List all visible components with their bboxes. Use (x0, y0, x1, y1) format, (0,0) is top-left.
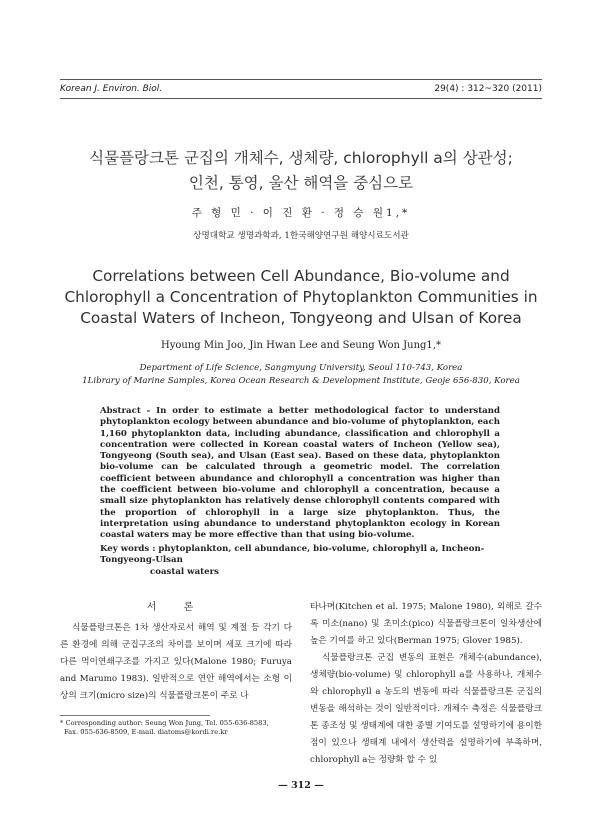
english-title-line3: Coastal Waters of Incheon, Tongyeong and Ulsan of Korea (80, 309, 522, 327)
issue-info: 29(4) : 312~320 (2011) (434, 84, 542, 94)
footnote-divider (60, 715, 210, 716)
korean-title-line1: 식물플랑크톤 군집의 개체수, 생체량, chlorophyll a의 상관성; (89, 149, 513, 167)
affiliation-line2: 1Library of Marine Samples, Korea Ocean Research & Development Institute, Geoje 656-830, Korea (82, 376, 520, 386)
english-title (60, 266, 542, 329)
footnote-line2: Fax. 055-636-8509, E-mail. diatoms@kordi.re.kr (64, 728, 228, 736)
column-right (310, 599, 542, 769)
keywords (100, 544, 500, 578)
body-paragraph: 식물플랑크톤은 1차 생산자로서 해역 및 계절 등 각기 다른 환경에 의해 군집구조의 차이를 보이며 세포 크기에 따라 다른 먹이연쇄구조를 가지고 있다(Malone 1980; Furuya and Marumo 1983). 일반적으로 연안 해역에서는 소형 이상의 크기(micro size)의 식물플랑크톤이 주로 나 (60, 623, 292, 701)
korean-authors: 주 형 민 · 이 진 환 · 정 승 원1,* (191, 207, 411, 219)
english-affiliation (60, 362, 542, 388)
affiliation-line1: Department of Life Science, Sangmyung University, Seoul 110-743, Korea (139, 363, 463, 373)
footnote-line1: * Corresponding author: Seung Won Jung, Tel. 055-636-8583, (60, 719, 269, 727)
english-title-line2: Chlorophyll a Concentration of Phytoplankton Communities in (64, 288, 538, 306)
abstract: Abstract - In order to estimate a better methodological factor to understand phytoplankton ecology between abundance and bio-volume of phytoplankton, each 1,160 phytoplankton data, including abundance, classification and chlorophyll a concentration were collected in Korean coastal waters of Incheon (Yellow sea), Tongyeong (South sea), and Ulsan (East sea). Based on these data, phytoplankton bio-volume can be calculated through a geometric model. The correlation coefficient between abundance and chlorophyll a concentration was higher than the coefficient between bio-volume and chlorophyll a concentration, because a small size phytoplankton has relatively dense chlorophyll contents compared with the proportion of chlorophyll in a large size phytoplankton. Thus, the interpretation using abundance to understand phytoplankton ecology in Korean coastal waters may be more effective than that using bio-volume. (100, 406, 500, 541)
korean-affiliation: 상명대학교 생명과학과, 1한국해양연구원 해양시료도서관 (193, 231, 409, 241)
korean-title-line2: 인천, 통영, 울산 해역을 중심으로 (188, 174, 414, 192)
section-heading: 서 론 (146, 602, 206, 613)
body-paragraph: 식물플랑크톤 군집 변동의 표현은 개체수(abundance), 생체량(bio-volume) 및 chlorophyll a를 사용하나, 개체수와 chlorophyll a 농도의 변동에 따라 식물플랑크톤 군집의 변동을 해석하는 것이 일반적이다. 개체수 측정은 식물플랑크톤 종조성 및 생태계에 대한 종별 기여도를 설명하기에 용이한 점이 있으나 생태계 내에서 생산력을 설명하기에 부족하며, chlorophyll a는 정량화 할 수 있 (310, 653, 542, 765)
body-paragraph: 타나며(Kitchen et al. 1975; Malone 1980), 외해로 갈수록 미소(nano) 및 초미소(pico) 식물플랑크톤이 일차생산에 높은 기여를 하고 있다(Berman 1975; Glover 1985). (310, 602, 542, 646)
keywords-line2: coastal waters (150, 566, 219, 577)
korean-title (60, 146, 542, 196)
column-left (60, 620, 292, 705)
english-authors: Hyoung Min Joo, Jin Hwan Lee and Seung Won Jung1,* (161, 340, 441, 351)
journal-name: Korean J. Environ. Biol. (60, 84, 163, 94)
footnote (60, 719, 300, 737)
page-number: — 312 — (278, 780, 324, 791)
running-header (60, 79, 542, 99)
keywords-line1: Key words : phytoplankton, cell abundance, bio-volume, chlorophyll a, Incheon-Tongyeong-Ulsan (100, 544, 485, 566)
english-title-line1: Correlations between Cell Abundance, Bio-volume and (92, 267, 510, 285)
